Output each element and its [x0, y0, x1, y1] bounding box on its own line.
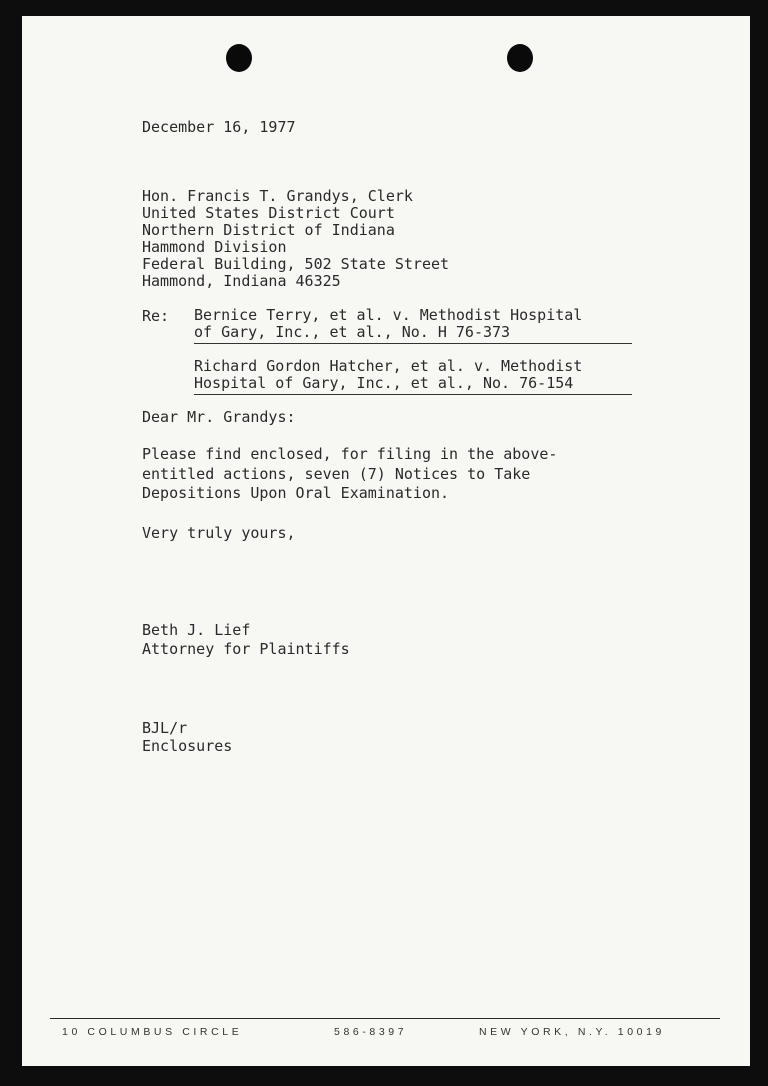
body-line: Please find enclosed, for filing in the above- [142, 445, 558, 463]
footer-address: 10 COLUMBUS CIRCLE [62, 1026, 243, 1038]
enclosures-note: Enclosures [142, 737, 233, 755]
address-line: Federal Building, 502 State Street [142, 255, 450, 273]
address-line: Hon. Francis T. Grandys, Clerk [142, 187, 413, 205]
case-line: Richard Gordon Hatcher, et al. v. Methodist [194, 357, 583, 375]
footer-phone: 586-8397 [334, 1026, 408, 1038]
closing: Very truly yours, [142, 524, 296, 542]
case-reference-1 [194, 307, 632, 344]
case-line: Hospital of Gary, Inc., et al., No. 76-154 [194, 374, 574, 392]
signer-name: Beth J. Lief [142, 621, 251, 639]
address-line: United States District Court [142, 204, 395, 222]
letter-date: December 16, 1977 [142, 118, 296, 136]
case-underline [194, 343, 632, 344]
case-line: of Gary, Inc., et al., No. H 76-373 [194, 323, 511, 341]
footer-rule [50, 1018, 720, 1019]
footer-city: NEW YORK, N.Y. 10019 [479, 1026, 665, 1038]
salutation: Dear Mr. Grandys: [142, 408, 296, 426]
signer-title: Attorney for Plaintiffs [142, 640, 350, 658]
letter-page [22, 16, 750, 1066]
body-line: entitled actions, seven (7) Notices to Take [142, 464, 531, 483]
address-line: Hammond, Indiana 46325 [142, 272, 341, 290]
punch-hole-right [507, 44, 533, 72]
address-line: Hammond Division [142, 238, 287, 256]
case-underline [194, 394, 632, 395]
body-line: Depositions Upon Oral Examination. [142, 484, 450, 502]
case-reference-2 [194, 358, 632, 395]
address-line: Northern District of Indiana [142, 221, 395, 239]
recipient-address [142, 188, 449, 290]
letter-body [142, 445, 557, 504]
re-label: Re: [142, 307, 170, 325]
case-line: Bernice Terry, et al. v. Methodist Hospital [194, 306, 583, 324]
punch-hole-left [226, 44, 252, 72]
typist-initials: BJL/r [142, 719, 188, 737]
